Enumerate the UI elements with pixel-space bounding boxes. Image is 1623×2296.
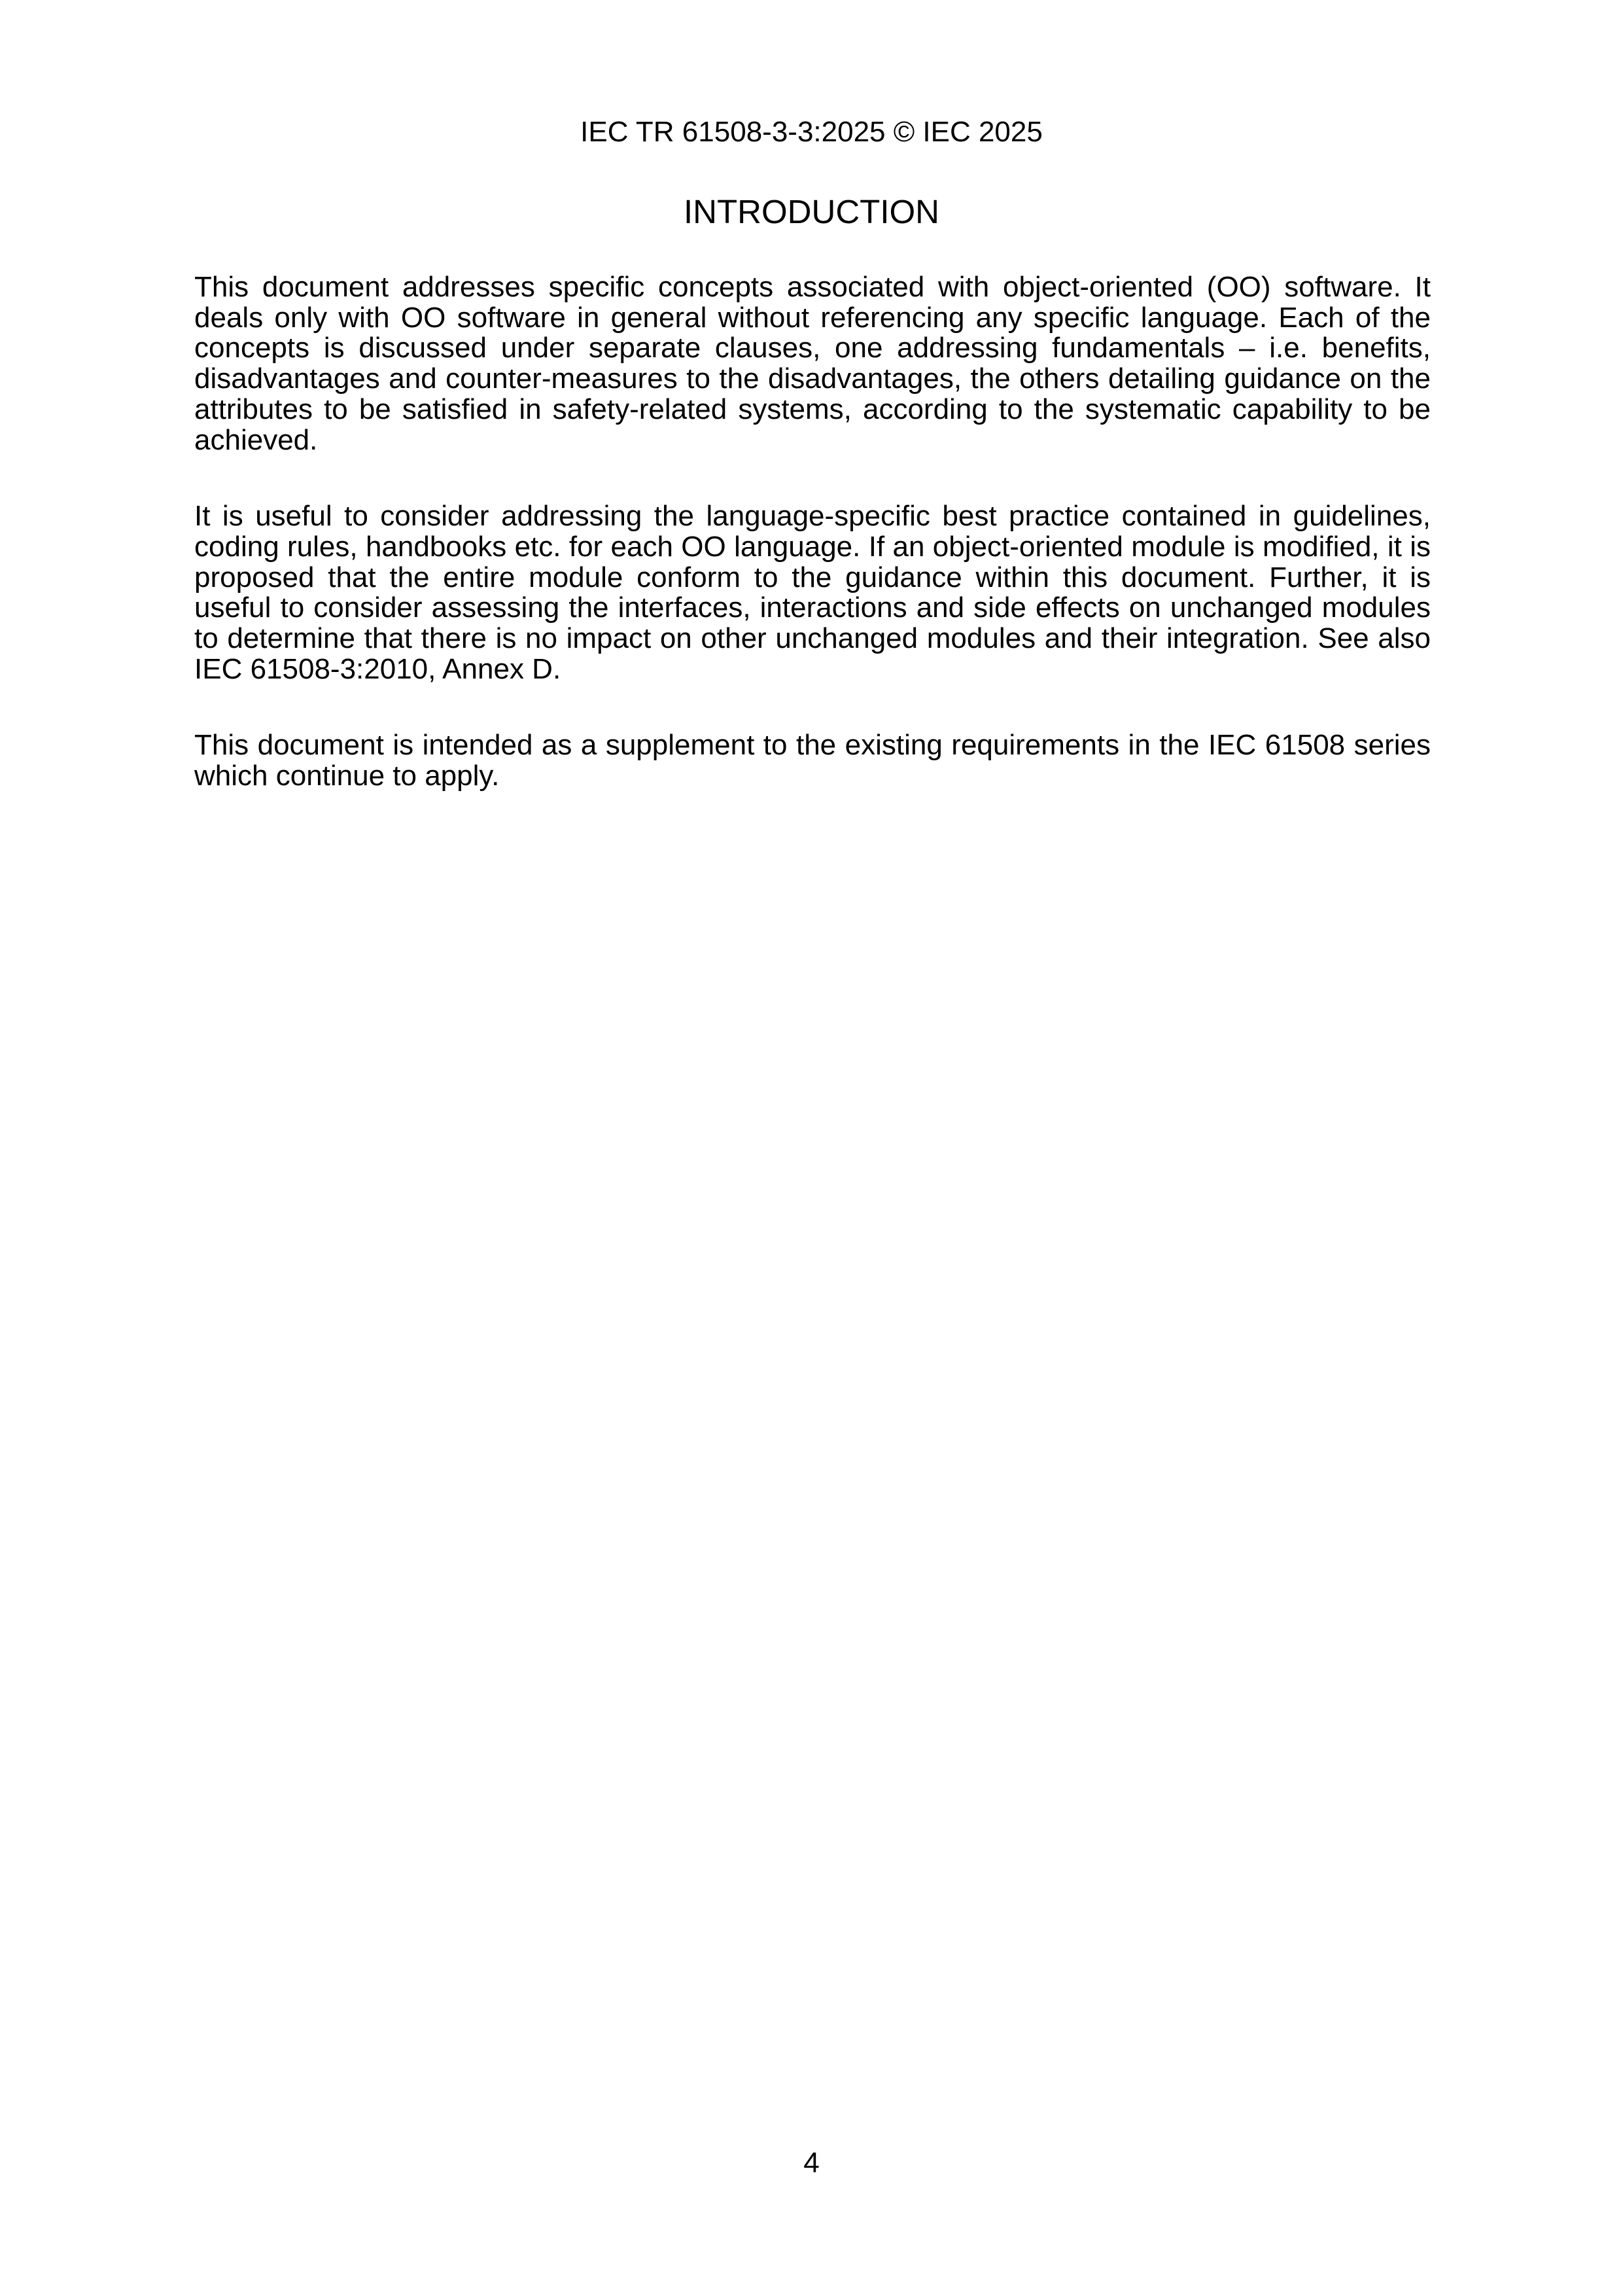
paragraph-2: It is useful to consider addressing the language-specific best practice contained in guidelines, coding rules, handbooks etc. for each OO language. If an object-oriented module is modified, it is proposed that the entire module conform to the guidance within this document. Further, it is useful to consider assessing the interfaces, interactions and side effects on unchanged modules to determine that there is no impact on other unchanged modules and their integration. See also IEC 61508-3:2010, Annex D.	[194, 500, 1431, 685]
paragraph-1: This document addresses specific concepts associated with object-oriented (OO) software. It deals only with OO software in general without referencing any specific language. Each of the concepts is discussed under separate clauses, one addressing fundamentals – i.e. benefits, disadvantages and counter-measures to the disadvantages, the others detailing guidance on the attributes to be satisfied in safety-related systems, according to the systematic capability to be achieved.	[194, 271, 1431, 456]
running-header: IEC TR 61508-3-3:2025 © IEC 2025	[580, 116, 1043, 148]
document-body	[194, 272, 1431, 838]
page-number: 4	[803, 2147, 820, 2179]
paragraph-3: This document is intended as a supplement to the existing requirements in the IEC 61508 series which continue to apply.	[194, 729, 1431, 792]
page-title: INTRODUCTION	[684, 193, 939, 230]
